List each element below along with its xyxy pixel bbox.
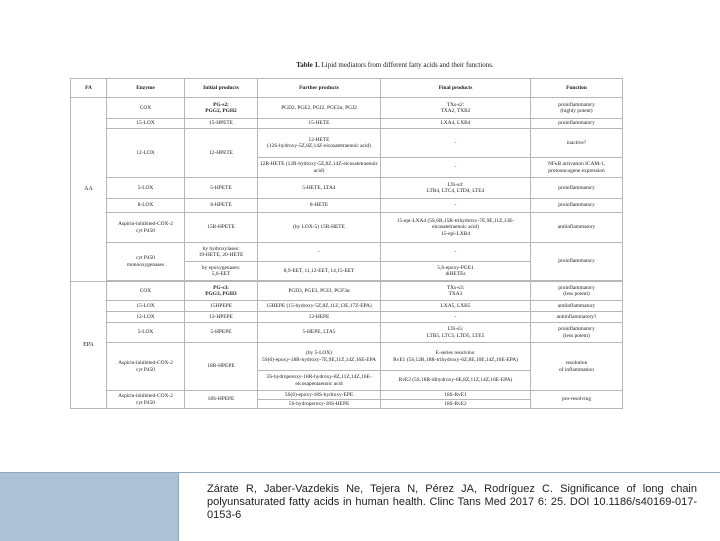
table-cell: E-series resolvins: RvE1 (5S,12R,18R-trihydroxy-6Z,8E,10E,14Z,16E-EPA) [381,343,531,371]
divider-line [178,472,720,473]
table-cell: 12-HEPE [258,312,381,323]
table-row [71,213,623,243]
table-cell: 12-LOX [107,129,185,178]
table-cell: 5S-hydroperoxy-18S-HEPE [258,400,381,409]
table-row [71,282,623,301]
table-cell: 15HPEPE [185,301,258,312]
header-initial-products: Initial products [185,79,258,98]
header-final-products: Final products [381,79,531,98]
table-cell: antiinflammatory? [531,312,623,323]
header-fa: FA [71,79,107,98]
table-cell: (by 5-LOX) 5S(6)-epoxy-18R-hydroxy-7E,9E,11Z,14Z,16E-EPA [258,343,381,371]
table-cell: antiinflammatory [531,301,623,312]
table-cell: 12-HPEPE [185,312,258,323]
table-cell: proinflammatory (less potent) [531,282,623,301]
table-cell: 8-HPETE [185,199,258,213]
table-cell: 8,9-EET, 11,12-EET, 14,15-EET [258,262,381,281]
table-cell: Aspirin-inhibited-COX-2 cyt P450 [107,391,185,409]
table-cell: 18S-RvE1 [381,391,531,400]
table-cell: by epoxygenases: 5,6-EET [185,262,258,281]
table-cell: 5S-hydroperoxy-18R-hydroxy-8Z,11Z,14Z,16E-eicosapentaenoic acid [258,371,381,391]
table-row [71,98,623,119]
table-cell: 12-LOX [107,312,185,323]
table-row [71,391,623,400]
table-cell: - [381,129,531,158]
table-cell: 5-LOX [107,323,185,343]
table-cell: 8-LOX [107,199,185,213]
table-cell: LXA5, LXB5 [381,301,531,312]
table-row [71,119,623,129]
table-cell: proinflammatory [531,243,623,281]
table-cell: Aspirin-inhibited-COX-2 cyt P450 [107,213,185,243]
table-cell: - [381,243,531,262]
table-row [71,129,623,158]
table-cell: 15HEPE (15-hydroxy-5Z,8Z,11Z,13E,17Z-EPA) [258,301,381,312]
table-cell: proinflammatory (highly potent) [531,98,623,119]
table-cell: proinflammatory [531,178,623,199]
table-title [70,61,720,69]
table-row [71,312,623,323]
table-row [71,243,623,262]
table-row [71,199,623,213]
table-cell: proinflammatory [531,199,623,213]
table-label: Table 1. [296,61,320,69]
table-cell: 5-HETE, LTA4 [258,178,381,199]
header-function: Function [531,79,623,98]
table-cell: 15-LOX [107,119,185,129]
table-cell: 12-HETE (12S-hydroxy-5Z,8Z,14Z-eicosatetraenoic acid) [258,129,381,158]
table-cell: 5-HPEPE [185,323,258,343]
lipid-mediators-table [70,78,623,409]
table-cell: - [258,243,381,262]
table-cell: Aspirin-inhibited-COX-2 cyt P450 [107,343,185,391]
table-cell: PG-s2: PGG2, PGH2 [185,98,258,119]
table-cell: inactive? [531,129,623,158]
table-caption: Lipid mediators from different fatty acids and their functions. [319,61,494,69]
table-cell: 18R-HPEPE [185,343,258,391]
table-row [71,301,623,312]
table-cell: 15-LOX [107,301,185,312]
table-cell: COX [107,98,185,119]
table-cell: 18S-HPEPE [185,391,258,409]
fa-cell-aa: AA [71,98,107,282]
table-cell: 18S-RvE2 [381,400,531,409]
table-cell: LXA4, LXB4 [381,119,531,129]
table-cell: 15R-HPETE [185,213,258,243]
table-cell: TXs-s2: TXA2, TXB2 [381,98,531,119]
table-cell: - [381,312,531,323]
table-cell: resolution of inflammation [531,343,623,391]
table-cell: 5-HEPE, LTA5 [258,323,381,343]
table-cell: 5S(6)-epoxy-18S-hydroxy-EPE [258,391,381,400]
table-cell: COX [107,282,185,301]
table-cell: 12R-HETE (12R-hydroxy-5Z,8Z,14Z-eicosatetraenoic acid) [258,158,381,178]
table-cell: LTs-s5: LTB5, LTC5, LTD5, LTE5 [381,323,531,343]
table-cell: antiinflammatory [531,213,623,243]
fa-cell-epa: EPA [71,282,107,409]
table-cell: TXs-s3: TXA3 [381,282,531,301]
table-cell: 5-LOX [107,178,185,199]
table-cell: 15-epi-LXA4 (5S,6R,15R-trihydroxy-7E,9E,11Z,13E-eicosatetraenoic acid) 15-epi-LXB4 [381,213,531,243]
table-cell: (by LOX-5) 15R-HETE [258,213,381,243]
table-cell: by hydroxylases: 19-HETE, 20-HETE [185,243,258,262]
table-cell: 8-HETE [258,199,381,213]
header-further-products: Further products [258,79,381,98]
table-cell: proinflammatory (less potent) [531,323,623,343]
table-header-row [71,79,623,98]
table-cell: proinflammatory [531,119,623,129]
table-cell: RvE2 (5S,18R-dihydroxy-6E,8Z,11Z,14Z,16E-EPA) [381,371,531,391]
accent-box [0,472,179,541]
table-cell: NFκB activation ICAM-1, protooncogene expression [531,158,623,178]
table-row [71,323,623,343]
table-cell: 15-HPETE [185,119,258,129]
table-row [71,343,623,371]
table-cell: PGD3, PGE3, PGI3, PGF3α [258,282,381,301]
table-row [71,178,623,199]
table-cell: LTs-s4: LTB4, LTC4, LTD4, LTE4 [381,178,531,199]
table-cell: PGD2, PGE2, PGI2, PGF2α, PGJ2 [258,98,381,119]
table-cell: - [381,199,531,213]
table-cell: 5,6-epoxy-PGE1 diHETEs [381,262,531,281]
table-cell: cyt P450 monooxygenases [107,243,185,281]
table-cell: 12-HPETE [185,129,258,178]
header-enzyme: Enzyme [107,79,185,98]
table-cell: - [381,158,531,178]
table-cell: PG-s3: PGG3, PGH3 [185,282,258,301]
table-cell: 15-HETE [258,119,381,129]
table-cell: 5-HPETE [185,178,258,199]
citation-text: Zárate R, Jaber-Vazdekis Ne, Tejera N, Pérez JA, Rodríguez C. Significance of long chain polyunsaturated fatty acids in human health. Clinc Tans Med 2017 6: 25. DOI 10.1186/s40169-017-0153-6 [207,483,697,521]
table-cell: pro-resolving [531,391,623,409]
